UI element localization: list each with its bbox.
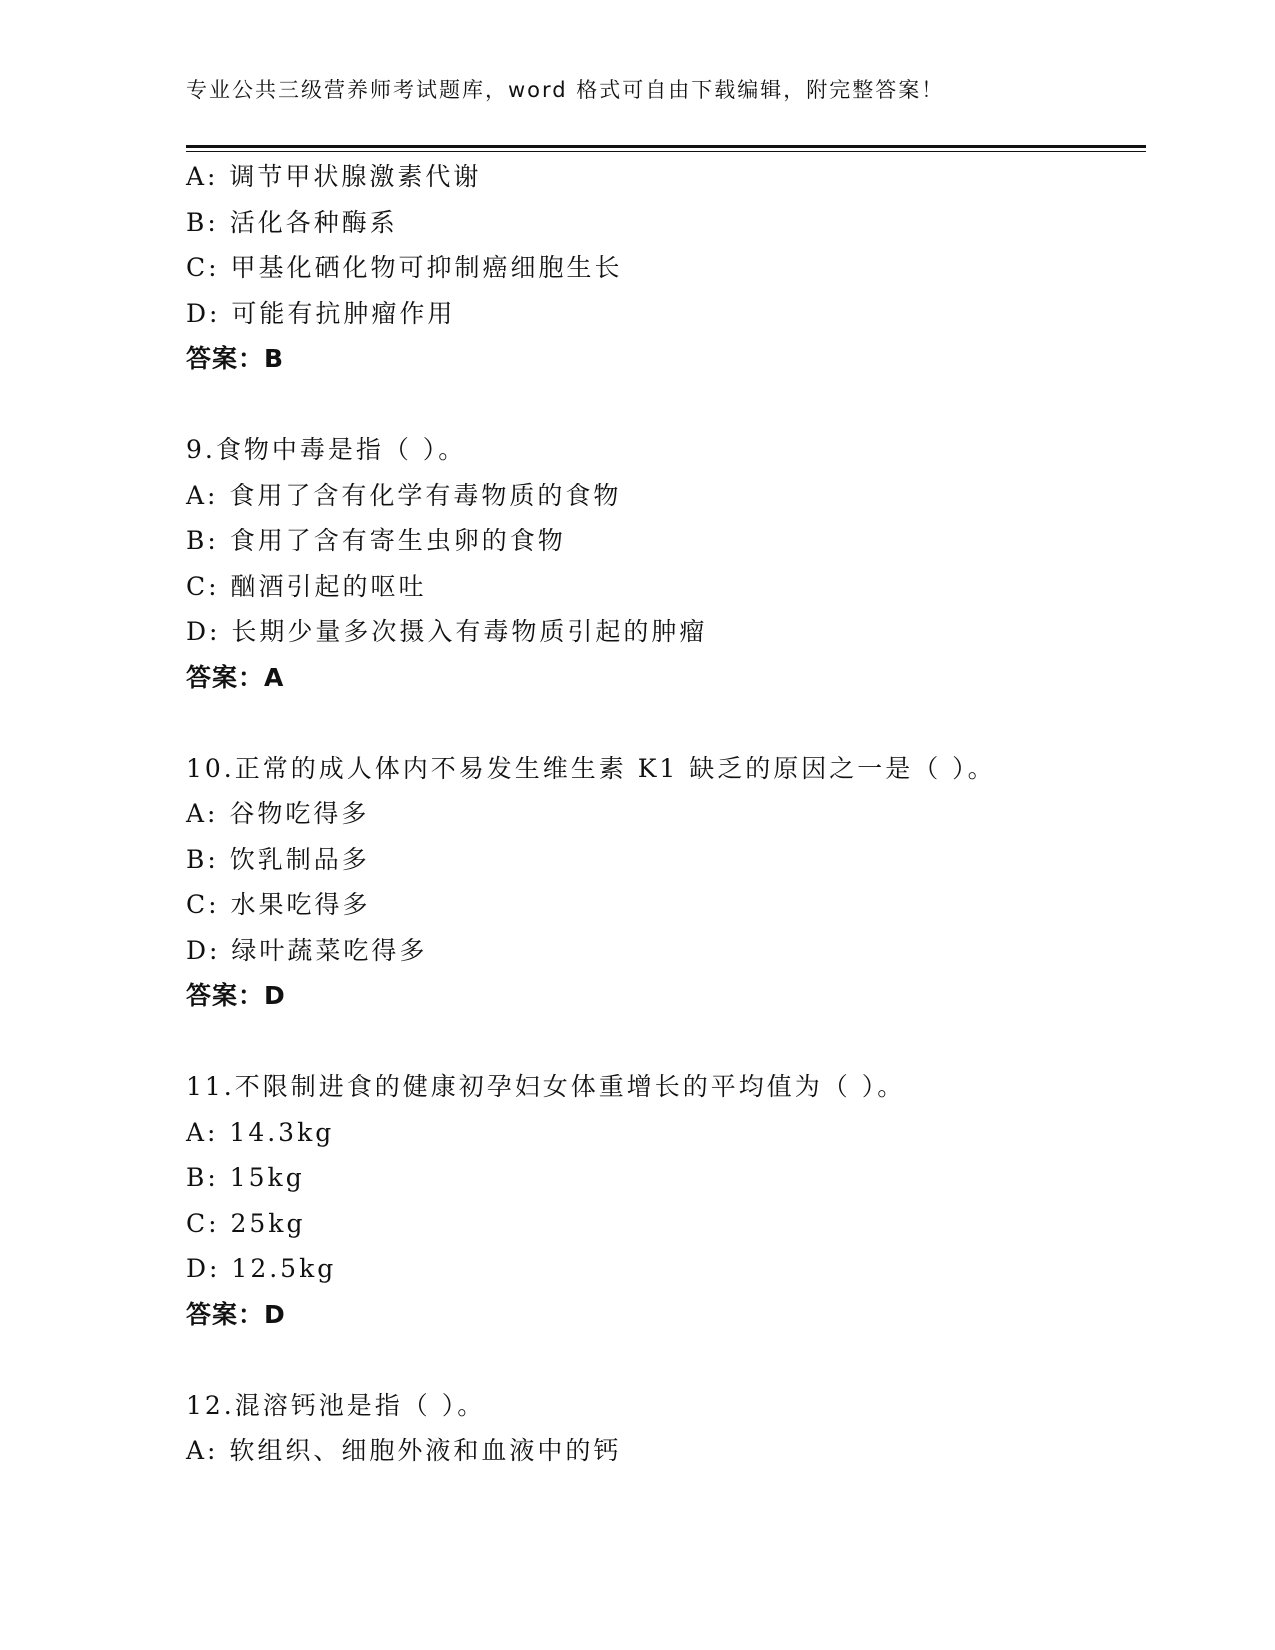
question-stem: 9.食物中毒是指（ ）。 — [186, 435, 467, 464]
option-line: A: 食用了含有化学有毒物质的食物 — [186, 480, 622, 510]
option-line: B: 饮乳制品多 — [186, 844, 370, 874]
header-rule-thick — [186, 145, 1146, 148]
answer-line: 答案：D — [186, 1299, 286, 1329]
question-spacer — [186, 700, 1146, 746]
question-stem: 11.不限制进食的健康初孕妇女体重增长的平均值为（ ）。 — [186, 1072, 906, 1101]
option-line: A: 软组织、细胞外液和血液中的钙 — [186, 1436, 622, 1465]
question-content — [186, 154, 1146, 1474]
answer-line: 答案：D — [186, 981, 286, 1010]
header-rule-thin — [186, 151, 1146, 152]
option-line: A: 谷物吃得多 — [186, 799, 370, 828]
option-line: A: 14.3kg — [186, 1117, 335, 1147]
question-stem: 10.正常的成人体内不易发生维生素 K1 缺乏的原因之一是（ ）。 — [186, 753, 996, 783]
question-stem: 12.混溶钙池是指（ ）。 — [186, 1390, 486, 1420]
option-line: B: 食用了含有寄生虫卵的食物 — [186, 526, 566, 555]
option-line: D: 可能有抗肿瘤作用 — [186, 298, 456, 328]
option-line: B: 15kg — [186, 1163, 305, 1192]
option-line: C: 25kg — [186, 1208, 306, 1238]
option-line: D: 12.5kg — [186, 1254, 337, 1283]
option-line: D: 长期少量多次摄入有毒物质引起的肿瘤 — [186, 617, 708, 646]
answer-line: 答案：B — [186, 344, 285, 373]
option-line: D: 绿叶蔬菜吃得多 — [186, 935, 428, 965]
page-header: 专业公共三级营养师考试题库，word 格式可自由下载编辑，附完整答案！ — [186, 78, 945, 102]
option-line: C: 水果吃得多 — [186, 890, 371, 919]
option-line: C: 甲基化硒化物可抑制癌细胞生长 — [186, 253, 623, 282]
option-line: B: 活化各种酶系 — [186, 207, 398, 237]
question-spacer — [186, 382, 1146, 428]
question-spacer — [186, 1337, 1146, 1383]
option-line: C: 酗酒引起的呕吐 — [186, 571, 427, 601]
question-spacer — [186, 1019, 1146, 1065]
answer-line: 答案：A — [186, 662, 285, 692]
option-line: A: 调节甲状腺激素代谢 — [186, 162, 482, 191]
